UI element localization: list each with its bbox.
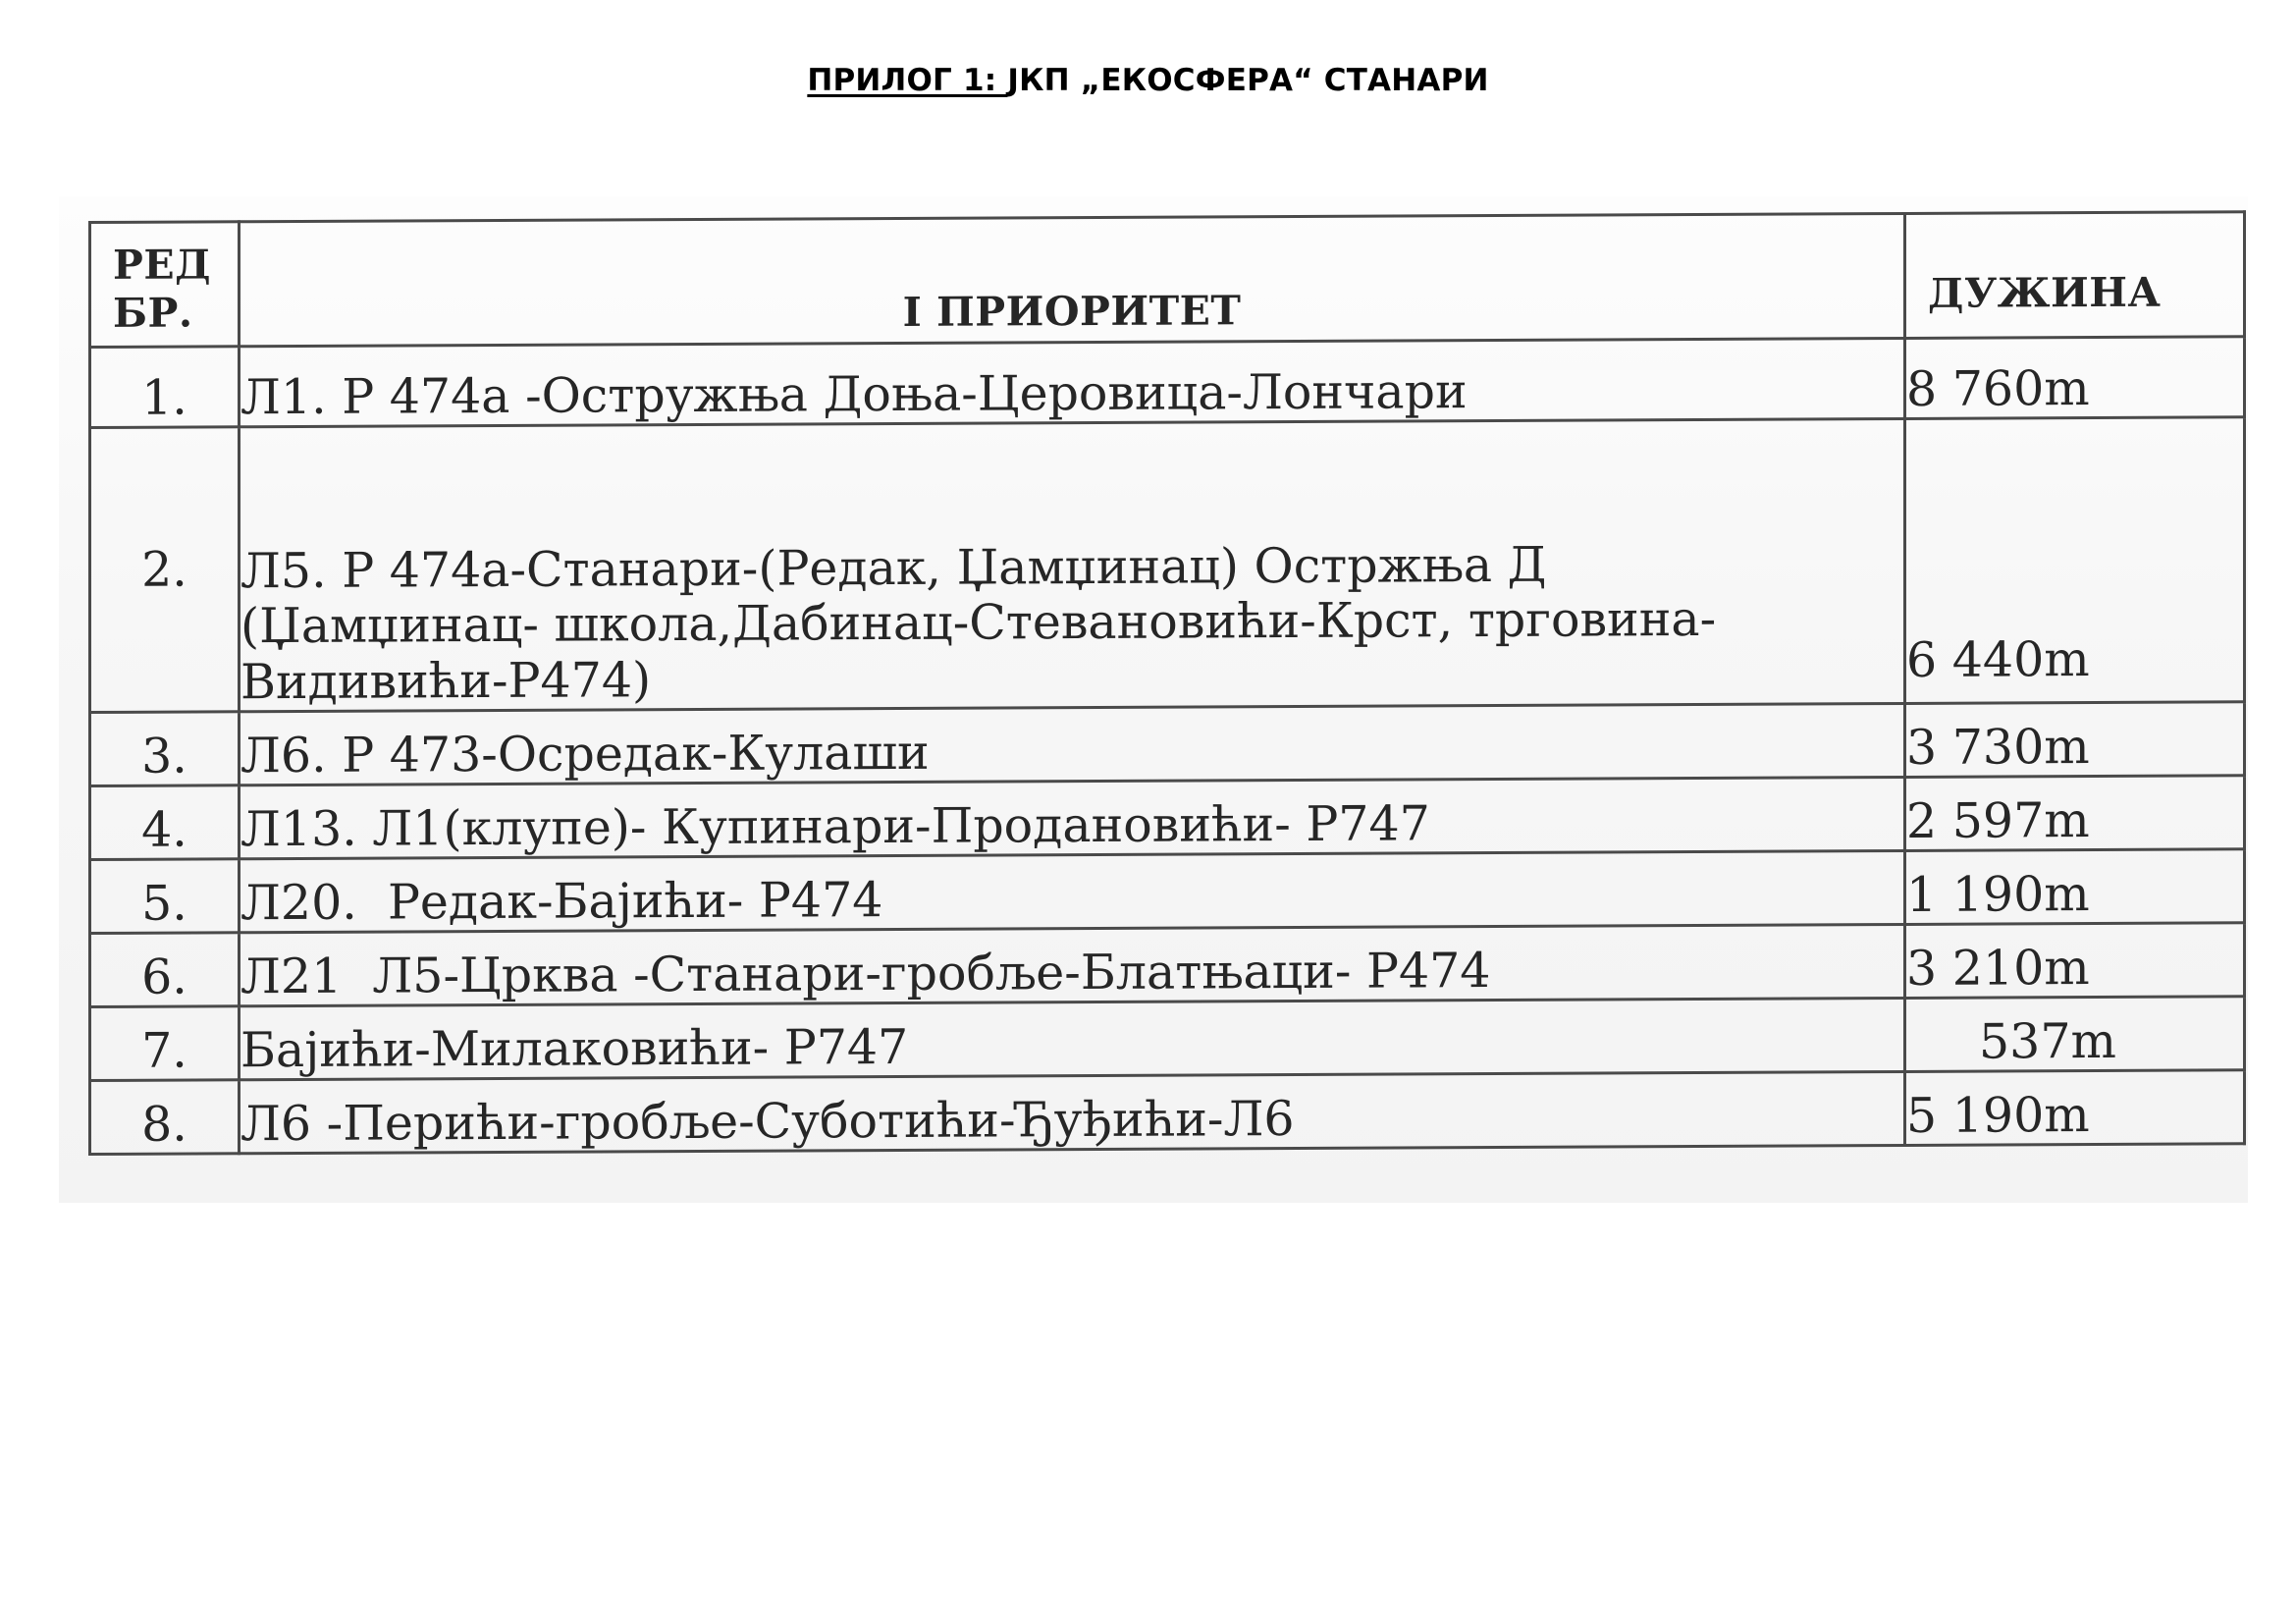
row-number: 6. bbox=[90, 933, 240, 1007]
route-name: Л6. Р 473-Осредак-Кулаши bbox=[240, 703, 1905, 785]
table-row bbox=[90, 1070, 2245, 1155]
route-length: 1 190m bbox=[1905, 849, 2245, 925]
row-number: 8. bbox=[90, 1080, 240, 1155]
title-main: ЈКП „ЕКОСФЕРА“ СТАНАРИ bbox=[1007, 63, 1489, 98]
route-length: 5 190m bbox=[1905, 1070, 2245, 1146]
document-title bbox=[0, 63, 2296, 98]
title-prefix: ПРИЛОГ 1: bbox=[807, 63, 1008, 98]
route-name: Бајићи-Милаковићи- Р747 bbox=[240, 998, 1905, 1079]
route-length: 537m bbox=[1905, 997, 2245, 1072]
route-length: 6 440m bbox=[1905, 417, 2245, 704]
route-length: 2 597m bbox=[1905, 776, 2245, 851]
header-length: ДУЖИНА bbox=[1905, 212, 2245, 339]
table-row bbox=[90, 923, 2245, 1007]
table-row bbox=[90, 337, 2245, 428]
route-name: Л1. Р 474а -Остружња Доња-Церовица-Лончари bbox=[240, 338, 1905, 426]
route-name: Л13. Л1(клупе)- Купинари-Продановићи- Р747 bbox=[240, 777, 1905, 858]
route-name: Л21 Л5-Црква -Станари-гробље-Блатњаци- Р474 bbox=[240, 924, 1905, 1005]
table-row bbox=[90, 997, 2245, 1081]
table-row bbox=[90, 702, 2245, 786]
route-name: Л6 -Перићи-гробље-Суботићи-Ђуђићи-Л6 bbox=[240, 1071, 1905, 1153]
route-length: 3 730m bbox=[1905, 702, 2245, 778]
table-header-row bbox=[90, 212, 2245, 348]
row-number: 2. bbox=[90, 427, 240, 713]
route-length: 8 760m bbox=[1905, 337, 2245, 419]
table-row bbox=[90, 776, 2245, 860]
priority-routes-table bbox=[88, 210, 2246, 1156]
header-priority: I ПРИОРИТЕТ bbox=[240, 213, 1905, 346]
route-name: Л5. Р 474а-Станари-(Редак, Џамџинац) Остржња Д (Џамџинац- школа,Дабинац-Стевановићи-Крст, трговина- Видивићи-Р474) bbox=[240, 418, 1905, 711]
row-number: 1. bbox=[90, 347, 240, 428]
row-number: 5. bbox=[90, 859, 240, 934]
route-name: Л20. Редак-Бајићи- Р474 bbox=[240, 850, 1905, 932]
row-number: 3. bbox=[90, 712, 240, 786]
route-length: 3 210m bbox=[1905, 923, 2245, 999]
table-row bbox=[90, 849, 2245, 934]
row-number: 4. bbox=[90, 785, 240, 860]
row-number: 7. bbox=[90, 1006, 240, 1081]
header-row-number: РЕД БР. bbox=[90, 222, 240, 348]
table-row bbox=[90, 417, 2245, 713]
